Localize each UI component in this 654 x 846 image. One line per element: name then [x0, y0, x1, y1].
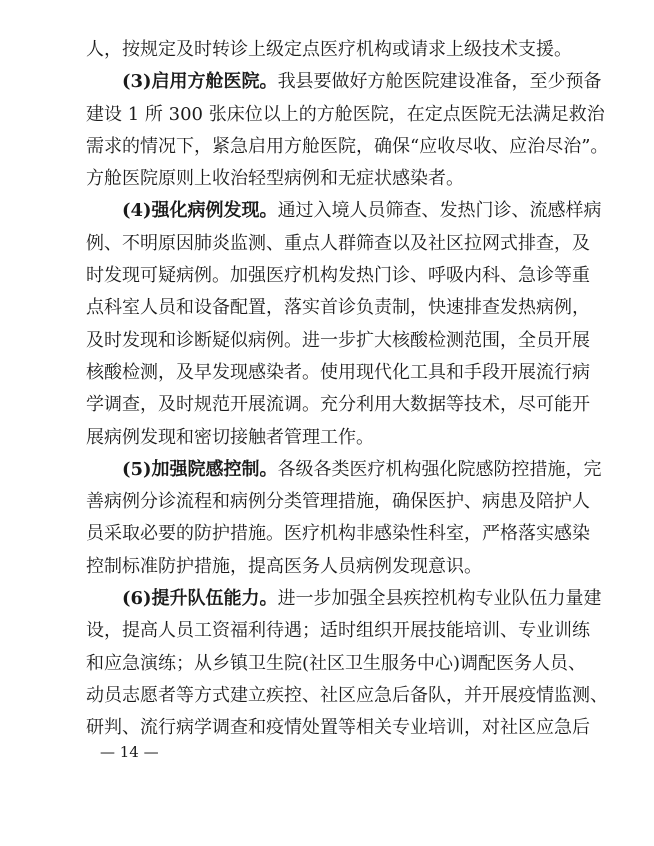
line-text: 学调查，及时规范开展流调。充分利用大数据等技术，尽可能开 — [86, 394, 590, 416]
text-line — [86, 680, 608, 712]
text-line — [86, 454, 602, 486]
line-text: 和应急演练；从乡镇卫生院(社区卫生服务中心)调配医务人员、 — [86, 652, 587, 674]
line-text: 进一步加强全县疾控机构专业队伍力量建 — [277, 588, 602, 610]
section-heading: (4)强化病例发现。 — [122, 200, 278, 222]
line-text: 动员志愿者等方式建立疾控、社区应急后备队，并开展疫情监测、 — [86, 684, 608, 706]
text-line — [86, 163, 576, 195]
text-line — [86, 66, 602, 98]
line-text: 需求的情况下，紧急启用方舱医院，确保“应收尽收、应治尽治”。 — [86, 135, 609, 157]
line-text: 善病例分诊流程和病例分类管理措施，确保医护、病患及陪护人 — [86, 491, 590, 513]
page-number: — 14 — — [100, 743, 159, 761]
text-line — [86, 260, 590, 292]
text-line — [86, 228, 590, 260]
text-line — [86, 357, 590, 389]
line-text: 点科室人员和设备配置，落实首诊负责制，快速排查发热病例， — [86, 297, 590, 319]
line-text: 通过入境人员筛查、发热门诊、流感样病 — [277, 200, 602, 222]
text-line — [86, 583, 602, 615]
line-text: 我县要做好方舱医院建设准备，至少预备 — [277, 71, 602, 93]
section-heading: (6)提升队伍能力。 — [122, 588, 278, 610]
text-line — [86, 615, 590, 647]
line-text: 核酸检测，及早发现感染者。使用现代化工具和手段开展流行病 — [86, 361, 590, 383]
line-text: 例、不明原因肺炎监测、重点人群筛查以及社区拉网式排查，及 — [86, 232, 590, 254]
text-line — [86, 712, 590, 744]
line-text: 展病例发现和密切接触者管理工作。 — [86, 426, 374, 448]
line-text: 方舱医院原则上收治轻型病例和无症状感染者。 — [86, 168, 464, 190]
section-heading: (5)加强院感控制。 — [122, 458, 278, 480]
text-line — [86, 99, 605, 131]
line-text: 员采取必要的防护措施。医疗机构非感染性科室，严格落实感染 — [86, 523, 590, 545]
text-line — [86, 486, 590, 518]
text-line — [86, 389, 590, 421]
line-text: 控制标准防护措施，提高医务人员病例发现意识。 — [86, 555, 482, 577]
line-text: 及时发现和诊断疑似病例。进一步扩大核酸检测范围，全员开展 — [86, 329, 590, 351]
text-line — [86, 34, 576, 66]
line-text: 研判、流行病学调查和疫情处置等相关专业培训，对社区应急后 — [86, 717, 590, 739]
line-text: 各级各类医疗机构强化院感防控措施，完 — [277, 458, 602, 480]
text-line — [86, 648, 587, 680]
body-text — [86, 34, 609, 745]
section-heading: (3)启用方舱医院。 — [122, 71, 278, 93]
line-text: 建设 1 所 300 张床位以上的方舱医院，在定点医院无法满足救治 — [86, 103, 605, 125]
line-text: 设，提高人员工资福利待遇；适时组织开展技能培训、专业训练 — [86, 620, 590, 642]
text-line — [86, 422, 576, 454]
text-line — [86, 551, 576, 583]
text-line — [86, 325, 590, 357]
line-text: 人，按规定及时转诊上级定点医疗机构或请求上级技术支援。 — [86, 39, 572, 60]
line-text: 时发现可疑病例。加强医疗机构发热门诊、呼吸内科、急诊等重 — [86, 265, 590, 287]
text-line — [86, 292, 590, 324]
text-line — [86, 195, 602, 227]
text-line — [86, 518, 590, 550]
text-line — [86, 131, 609, 163]
